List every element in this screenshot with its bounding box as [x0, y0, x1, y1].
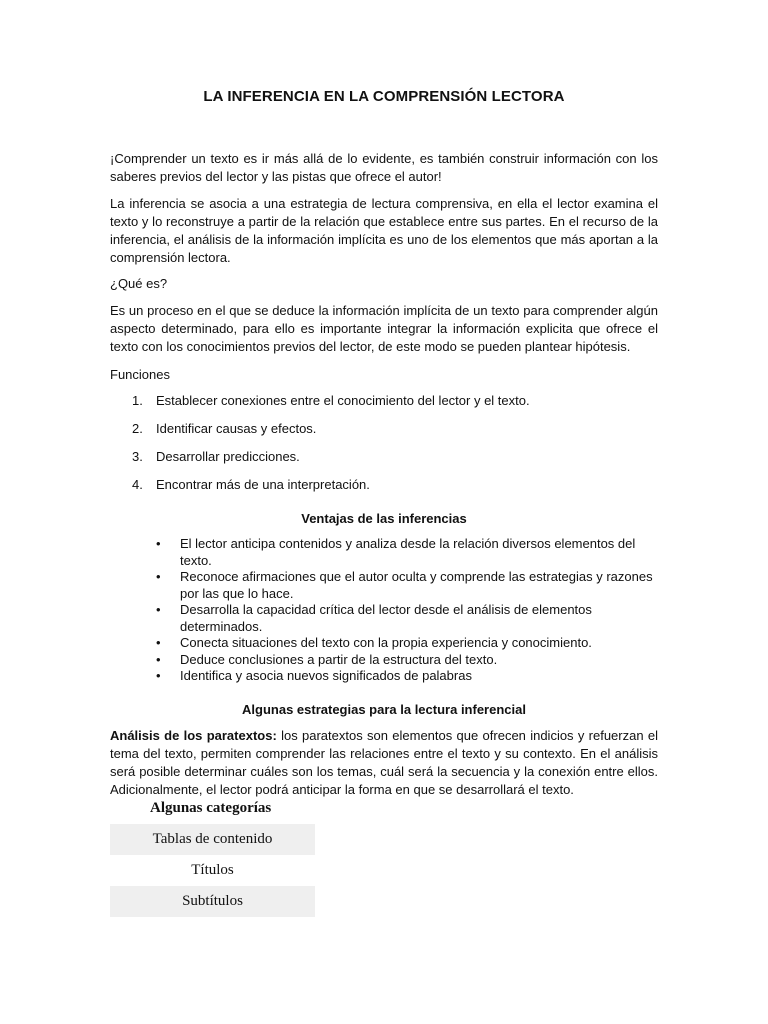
definition-paragraph: La inferencia se asocia a una estrategia de lectura comprensiva, en ella el lector examina el texto y lo reconstruye a partir de la relación que establece entre sus partes. En el recurso de la inferencia, el análisis de la información implícita es uno de los elementos que más aportan a la comprensión lectora. [110, 196, 658, 265]
list-item-text: Identifica y asocia nuevos significados de palabras [180, 668, 472, 683]
list-item [110, 635, 658, 652]
bullet-icon: • [156, 602, 161, 617]
list-item-text: Encontrar más de una interpretación. [156, 477, 370, 492]
bullet-icon: • [156, 569, 161, 584]
table-row: Subtítulos [110, 886, 315, 917]
categories-table [110, 824, 315, 917]
bullet-icon: • [156, 651, 161, 667]
list-item-number: 2. [132, 421, 143, 436]
list-item [110, 652, 658, 669]
list-item-number: 4. [132, 477, 143, 492]
paratext-paragraph [110, 727, 658, 799]
list-item-text: Desarrollar predicciones. [156, 449, 300, 464]
functions-list [110, 392, 658, 504]
what-is-label: ¿Qué es? [110, 276, 168, 291]
paratext-label: Análisis de los paratextos: [110, 728, 277, 743]
what-is-paragraph: Es un proceso en el que se deduce la información implícita de un texto para comprender algún aspecto determinado, para ello es importante integrar la información explicita que ofrece el texto con los conocimientos previos del lector, de este modo se pueden plantear hipótesis. [110, 303, 658, 354]
list-item-number: 3. [132, 449, 143, 464]
list-item-text: Conecta situaciones del texto con la propia experiencia y conocimiento. [180, 635, 592, 650]
paratext-text: los paratextos son elementos que ofrecen indicios y refuerzan el tema del texto, permiten comprender las relaciones entre el texto y su contexto. En el análisis será posible determinar cuáles son los temas, cuál será la secuencia y la conexión entre ellos. Adicionalmente, el lector podrá anticipar la forma en que se desarrollará el texto. [110, 728, 658, 797]
table-row: Tablas de contenido [110, 824, 315, 855]
intro-paragraph: ¡Comprender un texto es ir más allá de lo evidente, es también construir información con los saberes previos del lector y las pistas que ofrece el autor! [110, 151, 658, 184]
table-row: Títulos [191, 862, 234, 878]
document-title: LA INFERENCIA EN LA COMPRENSIÓN LECTORA [203, 88, 565, 105]
list-item [110, 602, 658, 635]
list-item-text: Reconoce afirmaciones que el autor oculta y comprende las estrategias y razones por las que lo hace. [180, 569, 653, 601]
list-item [110, 569, 658, 602]
strategies-heading: Algunas estrategias para la lectura inferencial [242, 702, 526, 717]
categories-title: Algunas categorías [150, 800, 272, 816]
list-item [110, 420, 658, 448]
list-item-text: Establecer conexiones entre el conocimiento del lector y el texto. [156, 393, 530, 408]
list-item-number: 1. [132, 393, 143, 408]
list-item [110, 476, 658, 504]
list-item [110, 536, 658, 569]
list-item-text: Desarrolla la capacidad crítica del lector desde el análisis de elementos determinados. [180, 602, 592, 634]
list-item-text: Identificar causas y efectos. [156, 421, 317, 436]
functions-label: Funciones [110, 367, 170, 382]
list-item [110, 668, 658, 685]
list-item-text: Deduce conclusiones a partir de la estructura del texto. [180, 651, 498, 667]
list-item [110, 392, 658, 420]
advantages-heading: Ventajas de las inferencias [301, 511, 467, 526]
bullet-icon: • [156, 668, 161, 683]
bullet-icon: • [156, 536, 161, 551]
list-item-text: El lector anticipa contenidos y analiza desde la relación diversos elementos del texto. [180, 536, 636, 568]
bullet-icon: • [156, 635, 161, 650]
advantages-list [110, 536, 658, 685]
list-item [110, 448, 658, 476]
